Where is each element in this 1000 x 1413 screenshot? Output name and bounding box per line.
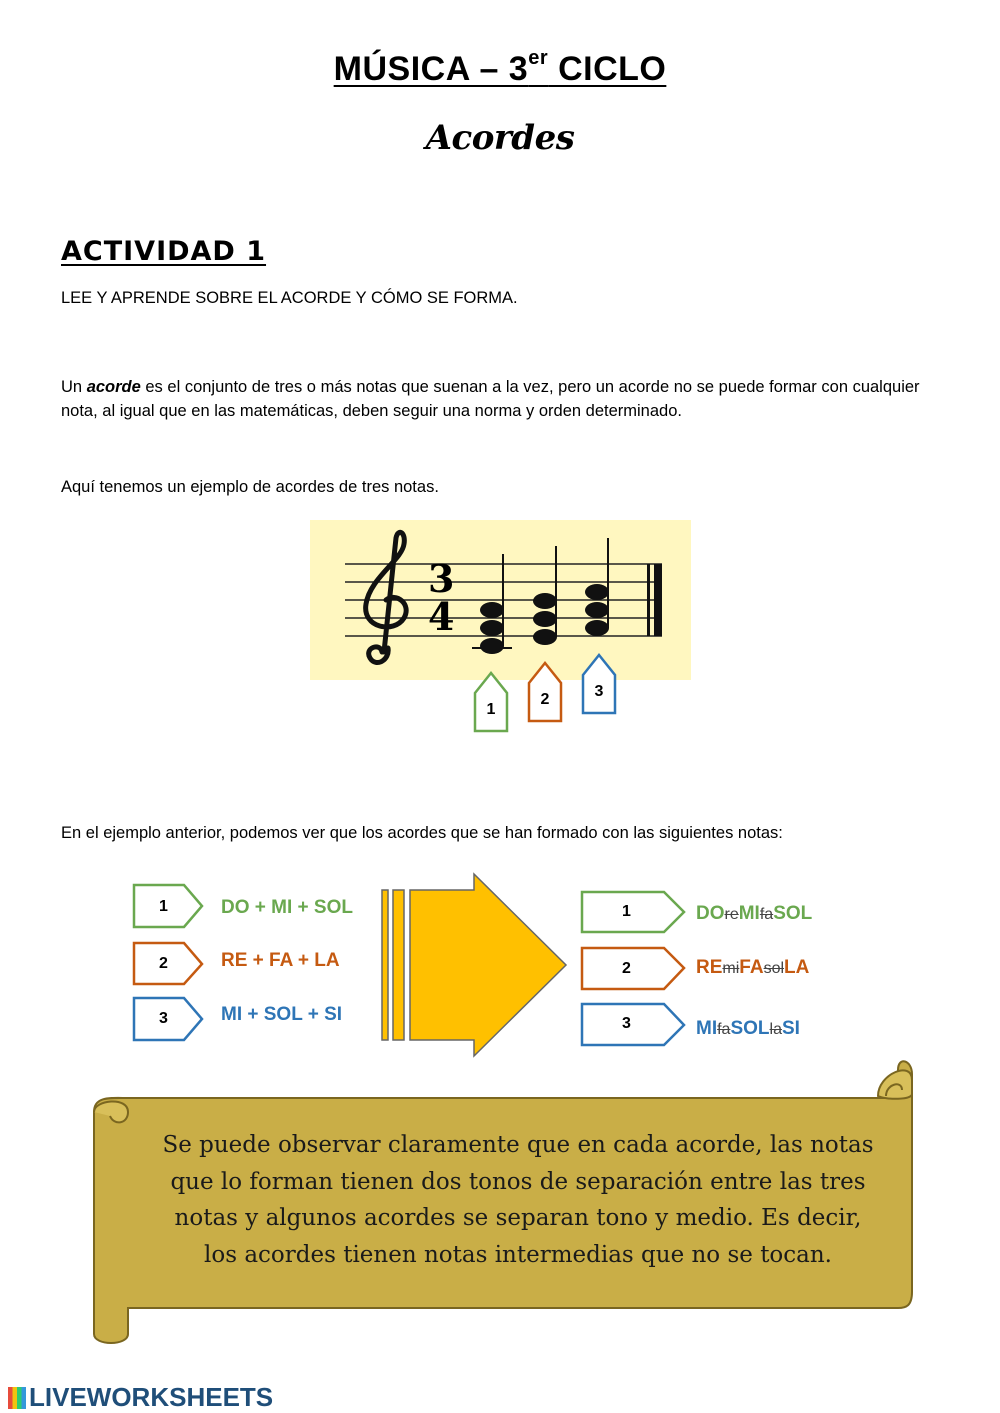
activity-heading: ACTIVIDAD 1 xyxy=(61,236,267,267)
example-line: Aquí tenemos un ejemplo de acordes de tres notas. xyxy=(61,478,439,496)
page-subtitle: Acordes xyxy=(425,118,575,158)
right-chord-1: DOreMIfaSOL xyxy=(696,903,813,924)
left-tags xyxy=(130,880,210,1045)
right-chord-2: REmiFAsolLA xyxy=(696,957,810,978)
left-chord-3: MI + SOL + SI xyxy=(221,1004,343,1025)
right-tag-2-num: 2 xyxy=(622,960,631,977)
left-tag-3-num: 3 xyxy=(159,1010,168,1027)
tag-2-label: 2 xyxy=(540,691,550,708)
tag-3-label: 3 xyxy=(594,683,604,700)
music-staff-figure xyxy=(310,520,692,735)
activity-instruction: LEE Y APRENDE SOBRE EL ACORDE Y CÓMO SE FORMA. xyxy=(61,289,518,307)
left-tag-1-icon xyxy=(134,885,202,927)
page-title: MÚSICA – 3er CICLO xyxy=(333,46,667,88)
right-tag-2-icon xyxy=(582,948,684,989)
left-chord-2: RE + FA + LA xyxy=(221,950,340,971)
right-chord-3: MIfaSOLlaSI xyxy=(696,1018,800,1039)
tag-1-label: 1 xyxy=(486,701,496,718)
scroll-text: Se puede observar claramente que en cada acorde, las notas que lo forman tienen dos tonos de separación entre las tres notas y algunos acordes se separan tono y medio. Es decir, los acordes tienen notas intermedias que no se tocan. xyxy=(162,1132,874,1268)
big-arrow-icon xyxy=(378,872,570,1058)
left-tag-2-num: 2 xyxy=(159,955,168,972)
left-tag-1-num: 1 xyxy=(159,898,168,915)
right-tags xyxy=(578,888,693,1050)
right-tag-3-icon xyxy=(582,1004,684,1045)
time-signature-top: 3 xyxy=(428,556,455,601)
liveworksheets-logo-icon xyxy=(8,1387,26,1409)
right-tag-1-icon xyxy=(582,892,684,932)
time-signature-bottom: 4 xyxy=(428,594,455,639)
left-tag-3-icon xyxy=(134,998,202,1040)
left-chord-1: DO + MI + SOL xyxy=(221,897,353,918)
intro-paragraph: Un acorde es el conjunto de tres o más notas que suenan a la vez, pero un acorde no se puede formar con cualquier nota, al igual que en las matemáticas, deben seguir una norma y orden determinado. xyxy=(61,378,920,420)
right-tag-3-num: 3 xyxy=(622,1015,631,1032)
left-tag-2-icon xyxy=(134,943,202,984)
followup-line: En el ejemplo anterior, podemos ver que los acordes que se han formado con las siguientes notas: xyxy=(61,824,783,842)
right-tag-1-num: 1 xyxy=(622,903,631,920)
liveworksheets-logo[interactable]: LIVEWORKSHEETS xyxy=(8,1382,273,1413)
final-barline xyxy=(647,564,662,636)
